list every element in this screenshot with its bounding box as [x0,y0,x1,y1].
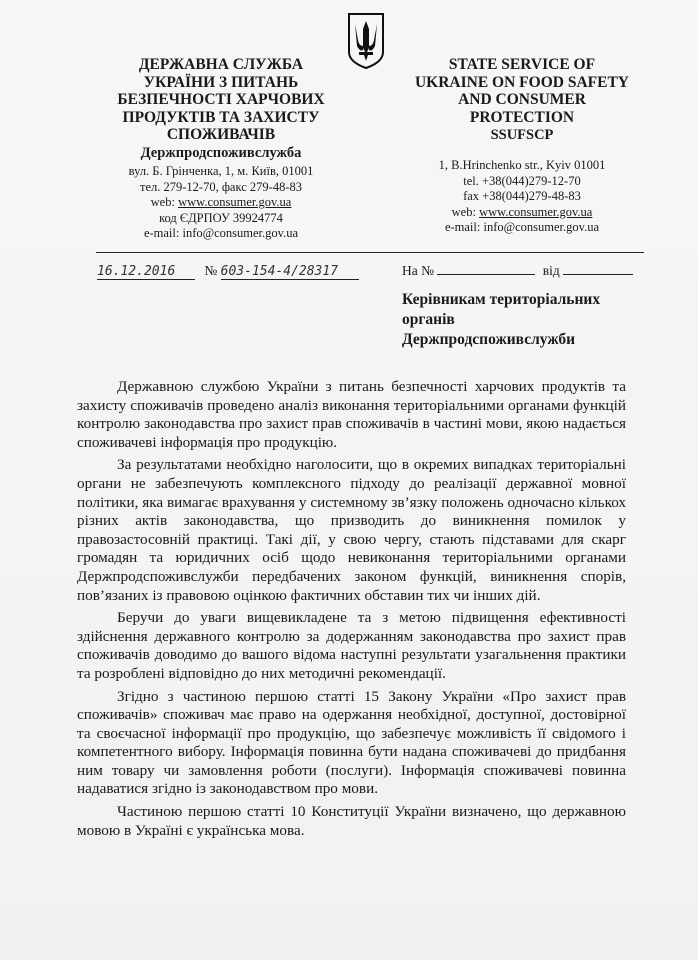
outgoing-date: 16.12.2016 [97,264,195,280]
address: вул. Б. Грінченка, 1, м. Київ, 01001 [128,164,314,178]
letter-body [77,378,626,844]
web-label: web: [451,204,480,219]
email: e-mail: info@consumer.gov.ua [444,220,600,234]
addressee-line: Керівникам територіальних [402,291,601,308]
org-short-name: SSUFSCP [490,127,554,143]
org-name-line: БЕЗПЕЧНОСТІ ХАРЧОВИХ [117,91,325,108]
body-paragraph: Беручи до уваги вищевикладене та з метою підвищення ефективності здійснення державного контролю за додержанням законодавства про захист прав споживачів доводимо до вашого відома наступні результати узагальнення практики та розроблені відповідно до них методичні рекомендації. [77,609,626,682]
incoming-reference [402,263,633,279]
org-name-line: STATE SERVICE OF [448,56,596,73]
org-short-name: Держпродспоживслужба [140,144,302,161]
contacts-english [406,158,638,236]
addressee-block [402,290,652,350]
trident-emblem-icon [346,12,386,70]
org-name-line: ДЕРЖАВНА СЛУЖБА [138,56,304,73]
outgoing-number: 603-154-4/28317 [221,264,359,280]
from-date-blank [563,274,633,275]
org-name-line: ПРОДУКТІВ ТА ЗАХИСТУ [122,108,320,126]
website-line [100,195,342,211]
address: 1, B.Hrinchenko str., Kyiv 01001 [438,158,606,172]
fax: fax +38(044)279-48-83 [463,189,581,203]
to-number-blank [437,274,535,275]
org-name-line: AND CONSUMER [458,91,586,108]
org-name-line: СПОЖИВАЧІВ [166,126,276,143]
body-paragraph: Частиною першою статті 10 Конституції України визначено, що державною мовою в Україні є українська мова. [77,803,626,839]
org-name-line: UKRAINE ON FOOD SAFETY [414,73,629,91]
body-paragraph: Згідно з частиною першою статті 15 Закону України «Про захист прав споживачів» споживач має право на одержання необхідної, доступної, достовірної та своєчасної інформації про продукцію, що забезпечує можливість її свідомого і компетентного вибору. Інформація повинна бути надана споживачеві до придбання ним товару чи замовлення роботи (послуги). Інформація споживачеві повинна надаватися згідно із законодавством про мови. [77,687,626,798]
phone: tel. +38(044)279-12-70 [463,173,581,188]
from-label: від [542,263,560,278]
outgoing-registration [97,263,359,280]
addressee-line: органів [402,311,455,328]
header-divider [96,252,644,253]
website-link[interactable]: www.consumer.gov.ua [178,195,292,209]
edrpou-code: код ЄДРПОУ 39924774 [159,210,283,225]
to-number-label: На № [402,263,434,278]
website-link[interactable]: www.consumer.gov.ua [479,204,593,219]
website-line [406,205,638,221]
org-name-line: УКРАЇНИ З ПИТАНЬ [143,73,299,91]
addressee-line: Держпродспоживслужби [402,331,576,348]
web-label: web: [150,195,179,209]
org-name-line: PROTECTION [469,108,575,126]
number-label: № [204,263,218,278]
letterhead-english [406,56,638,145]
body-paragraph: За результатами необхідно наголосити, що в окремих випадках територіальні органи не забезпечують комплексного підходу до реалізації державної мовної політики, яка вимагає врахування у системному зв’язку положень одночасно кількох різних актів законодавства, що призводить до виникнення помилок у правозастосовній практиці. Такі дії, у свою чергу, стають підставами для скарг громадян та юридичних осіб щодо невиконання територіальними органами Держпродспоживслужби передбачених законом функцій, виникнення спорів, пов’язаних із правовою оцінкою фактичних обставин тих чи інших дій. [77,456,626,604]
letterhead-ukrainian [100,56,342,162]
contacts-ukrainian [100,164,342,242]
body-paragraph: Державною службою України з питань безпечності харчових продуктів та захисту споживачів проведено аналіз виконання територіальними органами функцій контролю законодавства про захист прав споживачів в частині мови, якою надається споживачеві інформація про продукцію. [77,378,626,451]
phones: тел. 279-12-70, факс 279-48-83 [140,179,302,194]
email: e-mail: info@consumer.gov.ua [143,226,299,240]
